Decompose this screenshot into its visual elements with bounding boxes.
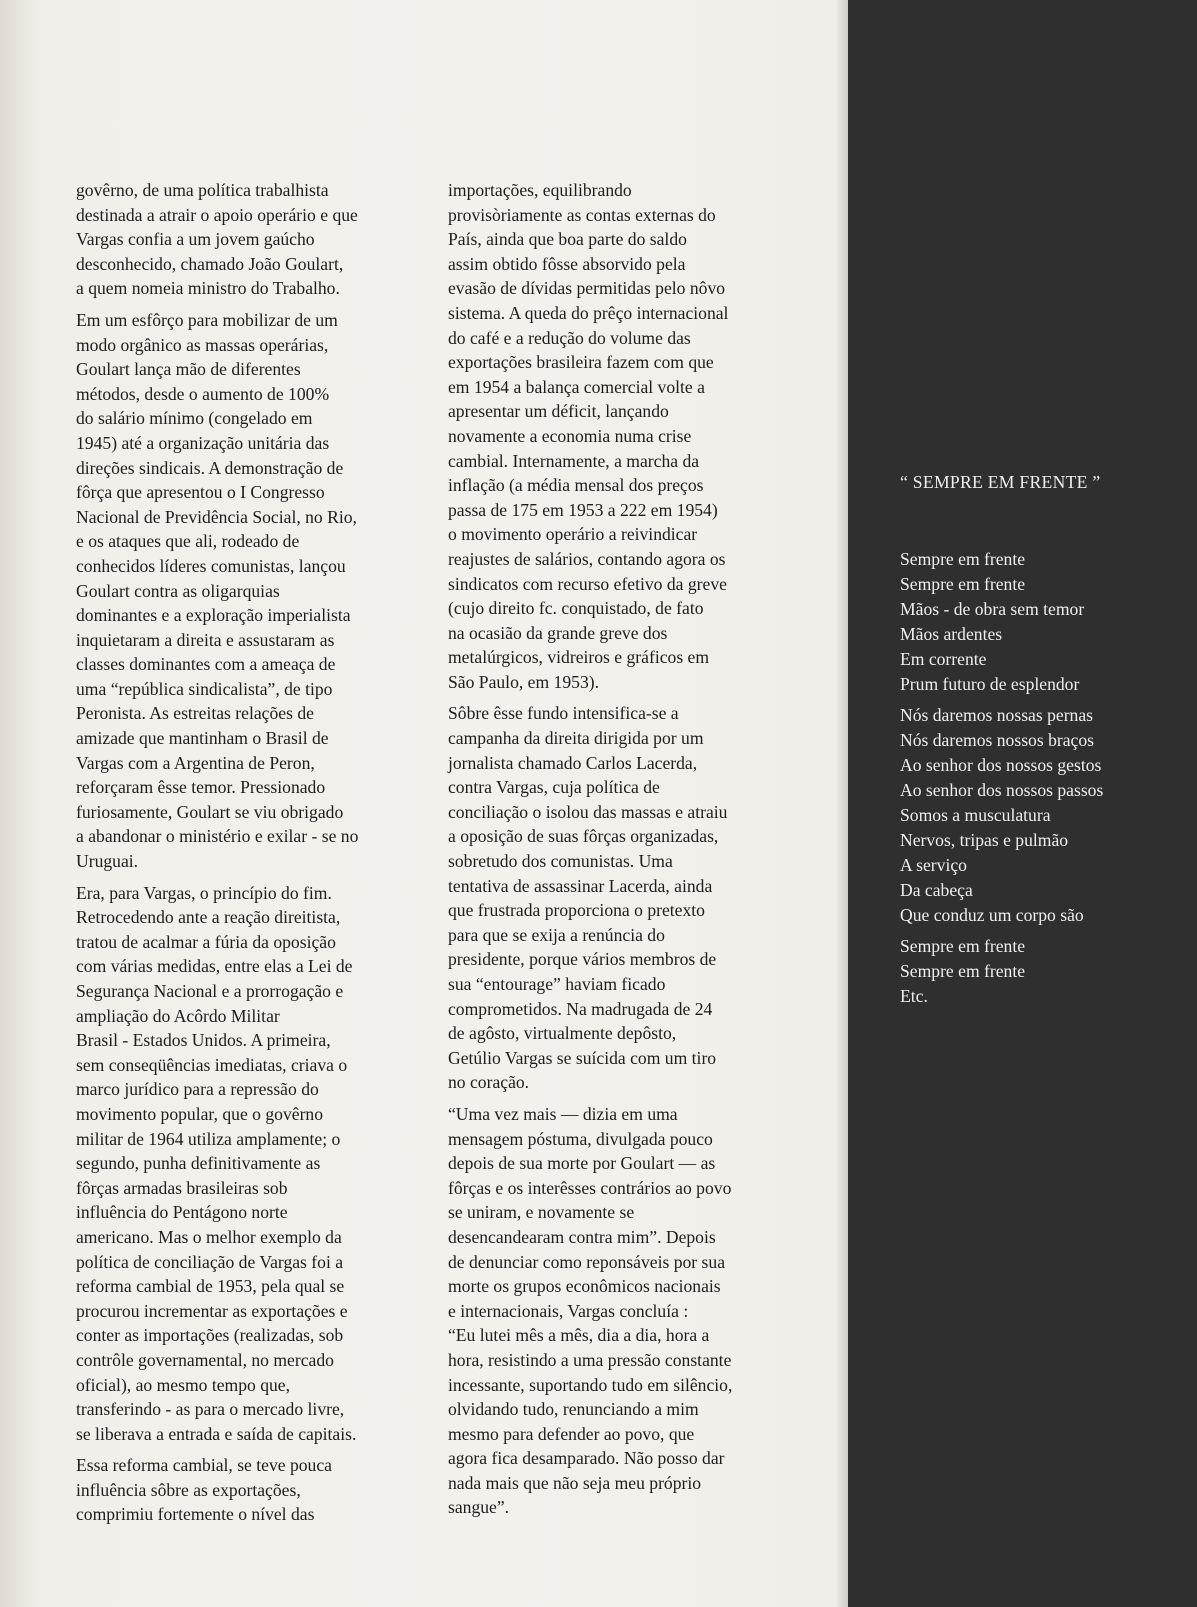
text-line: oficial), ao mesmo tempo que, [76,1374,290,1395]
text-line: contra Vargas, cuja política de [448,777,660,798]
text-line: procurou incrementar as exportações e [76,1300,348,1321]
text-line: em 1954 a balança comercial volte a [448,376,705,397]
text-line: Mãos - de obra sem temor [900,599,1085,619]
text-line: para que se exija a renúncia do [448,924,665,945]
text-line: se uniram, e novamente se [448,1202,635,1223]
text-line: sangue”. [448,1497,510,1518]
poem-title: “ SEMPRE EM FRENTE ” [900,472,1101,492]
text-line: Sempre em frente [900,936,1026,956]
text-line: mensagem póstuma, divulgada pouco [448,1128,713,1149]
text-line: que frustrada proporciona o pretexto [448,900,705,921]
text-line: movimento popular, que o govêrno [76,1103,324,1124]
text-line: influência sôbre as exportações, [76,1479,301,1500]
text-line: Prum futuro de esplendor [900,674,1080,694]
text-line: Goulart contra as oligarquias [76,580,280,601]
text-line: Nós daremos nossas pernas [900,705,1094,725]
text-line: A serviço [900,855,967,875]
text-line: e os ataques que ali, rodeado de [76,531,300,552]
text-line: conciliação o isolou das massas e atraiu [448,801,728,822]
text-line: furiosamente, Goulart se viu obrigado [76,801,344,822]
paragraph [448,178,800,694]
text-line: Etc. [900,986,928,1006]
text-line: influência do Pentágono norte [76,1202,288,1223]
text-line: sem conseqüências imediatas, criava o [76,1054,348,1075]
text-line: depois de sua morte por Goulart — as [448,1153,716,1174]
text-line: importações, equilibrando [448,180,632,200]
text-line: do café e a redução do volume das [448,327,691,348]
text-line: assim obtido fôsse absorvido pela [448,253,686,274]
text-line: Ao senhor dos nossos passos [900,780,1104,800]
text-line: inquietaram a direita e assustaram as [76,629,335,650]
text-line: modo orgânico as massas operárias, [76,334,329,355]
text-line: Ao senhor dos nossos gestos [900,755,1102,775]
text-line: fôrças armadas brasileiras sob [76,1177,288,1198]
paragraph [448,701,800,1095]
paragraph [76,1453,426,1527]
text-line: Peronista. As estreitas relações de [76,703,314,724]
text-line: Vargas confia a um jovem gaúcho [76,229,315,250]
text-line: política de conciliação de Vargas foi a [76,1251,344,1272]
text-line: segundo, punha definitivamente as [76,1153,321,1174]
text-line: exportações brasileira fazem com que [448,352,714,373]
text-line: Goulart lança mão de diferentes [76,359,301,380]
text-line: sistema. A queda do prêço internacional [448,302,729,323]
text-line: contrôle governamental, no mercado [76,1349,334,1370]
text-line: o movimento operário a reivindicar [448,524,698,545]
text-line: marco jurídico para a repressão do [76,1079,319,1100]
text-line: evasão de dívidas permitidas pelo nôvo [448,278,726,299]
text-line: e internacionais, Vargas concluía : [448,1300,689,1321]
text-line: direções sindicais. A demonstração de [76,457,344,478]
left-text-column [76,178,426,1534]
text-line: incessante, suportando tudo em silêncio, [448,1374,733,1395]
text-line: militar de 1964 utiliza amplamente; o [76,1128,341,1149]
text-line: País, ainda que boa parte do saldo [448,229,687,250]
text-line: conhecidos líderes comunistas, lançou [76,555,346,576]
text-line: Sempre em frente [900,961,1026,981]
text-line: Que conduz um corpo são [900,905,1084,925]
text-line: comprimiu fortemente o nível das [76,1504,315,1525]
text-line: Nacional de Previdência Social, no Rio, [76,506,357,527]
text-line: de agôsto, virtualmente depôsto, [448,1023,677,1044]
poem-stanza [900,934,1190,1009]
text-line: campanha da direita dirigida por um [448,728,704,749]
text-line: olvidando tudo, renunciando a mim [448,1399,699,1420]
text-line: Mãos ardentes [900,624,1003,644]
text-line: sindicatos com recurso efetivo da greve [448,573,727,594]
text-line: Essa reforma cambial, se teve pouca [76,1455,332,1476]
text-line: fôrça que apresentou o I Congresso [76,482,325,503]
text-line: inflação (a média mensal dos preços [448,475,704,496]
text-line: Era, para Vargas, o princípio do fim. [76,882,332,903]
text-line: se liberava a entrada e saída de capitais. [76,1423,357,1444]
text-line: Nós daremos nossos braços [900,730,1094,750]
text-line: provisòriamente as contas externas do [448,204,716,225]
poem-stanza [900,547,1190,697]
text-line: a oposição de suas fôrças organizadas, [448,826,719,847]
text-line: govêrno, de uma política trabalhista [76,180,329,200]
text-line: dominantes e a exploração imperialista [76,605,351,626]
text-line: (cujo direito fc. conquistado, de fato [448,598,704,619]
text-line: do salário mínimo (congelado em [76,408,313,429]
text-line: Da cabeça [900,880,973,900]
text-line: novamente a economia numa crise [448,425,692,446]
text-line: reajustes de salários, contando agora os [448,548,726,569]
text-line: reforma cambial de 1953, pela qual se [76,1276,345,1297]
text-line: de denunciar como reponsáveis por sua [448,1251,726,1272]
text-line: Somos a musculatura [900,805,1051,825]
text-line: classes dominantes com a ameaça de [76,654,336,675]
text-line: apresentar um déficit, lançando [448,401,669,422]
paragraph [448,1102,800,1520]
text-line: Em um esfôrço para mobilizar de um [76,309,338,330]
text-line: tentativa de assassinar Lacerda, ainda [448,875,713,896]
text-line: transferindo - as para o mercado livre, [76,1399,345,1420]
text-line: jornalista chamado Carlos Lacerda, [448,752,698,773]
text-line: comprometidos. Na madrugada de 24 [448,998,713,1019]
middle-text-column [448,178,800,1527]
paragraph [76,178,426,301]
text-line: tratou de acalmar a fúria da oposição [76,931,336,952]
text-line: hora, resistindo a uma pressão constante [448,1349,732,1370]
text-line: Segurança Nacional e a prorrogação e [76,981,344,1001]
text-line: Nervos, tripas e pulmão [900,830,1069,850]
text-line: uma “república sindicalista”, de tipo [76,678,333,699]
text-line: a abandonar o ministério e exilar - se no [76,826,359,847]
paragraph [76,308,426,874]
text-line: métodos, desde o aumento de 100% [76,383,330,404]
text-line: Em corrente [900,649,987,669]
text-line: 1945) até a organização unitária das [76,432,330,453]
text-line: fôrças e os interêsses contrários ao povo [448,1177,732,1198]
text-line: destinada a atrair o apoio operário e que [76,204,358,225]
text-line: desconhecido, chamado João Goulart, [76,253,344,274]
text-line: desencandearam contra mim”. Depois [448,1226,716,1247]
paragraph [76,881,426,1447]
text-line: sobretudo dos comunistas. Uma [448,851,673,872]
text-line: amizade que mantinham o Brasil de [76,728,329,749]
text-line: “Uma vez mais — dizia em uma [448,1103,678,1124]
text-line: com várias medidas, entre elas a Lei de [76,956,353,977]
text-line: Retrocedendo ante a reação direitista, [76,907,341,928]
text-line: Getúlio Vargas se suícida com um tiro [448,1047,717,1068]
text-line: Vargas com a Argentina de Peron, [76,752,315,773]
text-line: mesmo para defender ao povo, que [448,1423,695,1444]
text-line: a quem nomeia ministro do Trabalho. [76,278,340,299]
poem-stanza [900,703,1190,928]
text-line: morte os grupos econômicos nacionais [448,1276,721,1297]
text-line: ampliação do Acôrdo Militar [76,1005,280,1026]
text-line: no coração. [448,1072,530,1093]
text-line: passa de 175 em 1953 a 222 em 1954) [448,499,718,520]
text-line: Sempre em frente [900,574,1026,594]
text-line: nada mais que não seja meu próprio [448,1472,702,1493]
text-line: conter as importações (realizadas, sob [76,1325,344,1346]
text-line: agora fica desamparado. Não posso dar [448,1448,725,1469]
text-line: na ocasião da grande greve dos [448,622,668,643]
text-line: sua “entourage” haviam ficado [448,974,666,994]
text-line: reforçaram êsse temor. Pressionado [76,777,326,798]
text-line: Sôbre êsse fundo intensifica-se a [448,703,679,724]
text-line: Brasil - Estados Unidos. A primeira, [76,1030,331,1051]
poem-block [900,470,1190,1015]
text-line: cambial. Internamente, a marcha da [448,450,700,471]
text-line: americano. Mas o melhor exemplo da [76,1226,342,1247]
text-line: “Eu lutei mês a mês, dia a dia, hora a [448,1325,710,1346]
text-line: Sempre em frente [900,549,1026,569]
text-line: Uruguai. [76,851,139,872]
text-line: presidente, porque vários membros de [448,949,717,970]
text-line: São Paulo, em 1953). [448,671,599,692]
text-line: metalúrgicos, vidreiros e gráficos em [448,647,710,668]
